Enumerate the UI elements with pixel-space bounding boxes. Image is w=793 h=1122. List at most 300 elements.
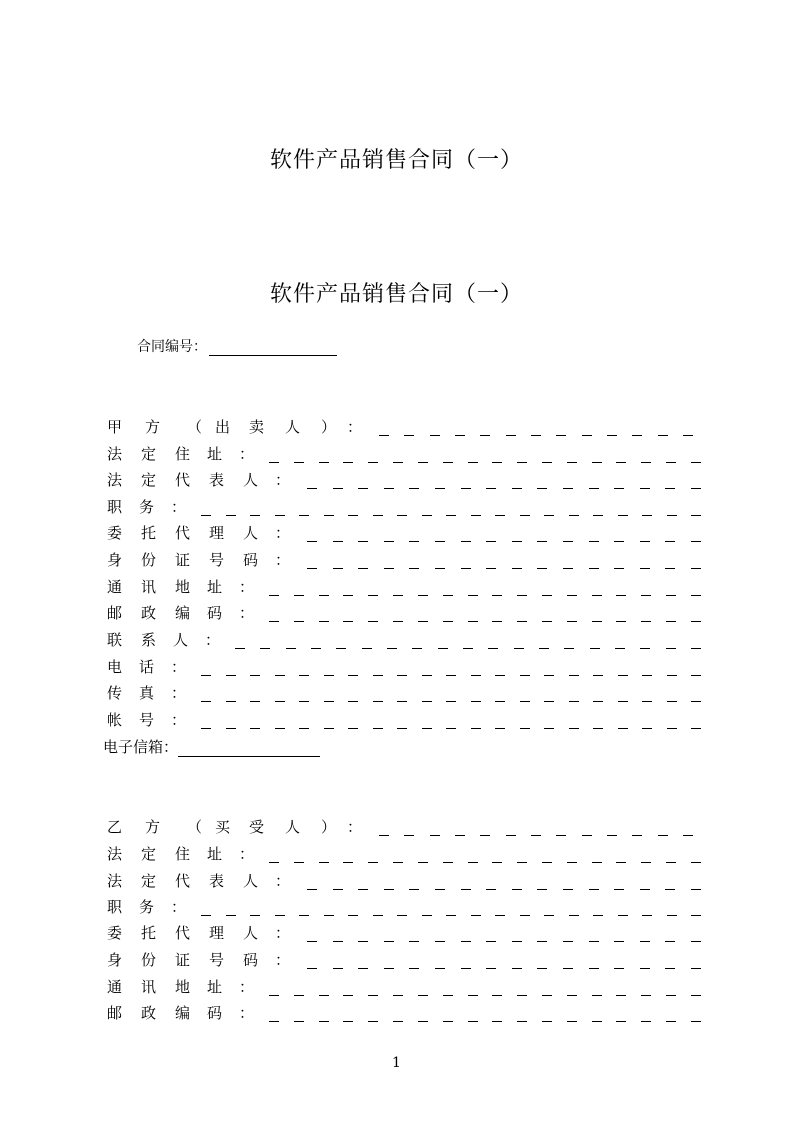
blank-dash (412, 629, 422, 649)
blank-dash (691, 896, 701, 916)
fill-in-blank[interactable] (307, 922, 701, 942)
blank-dash (544, 709, 554, 729)
party-b-legal-address (107, 843, 701, 863)
blank-dash (455, 816, 465, 836)
blank-dash (691, 682, 701, 702)
blank-dash (640, 469, 650, 489)
blank-dash (640, 949, 650, 969)
label-char: ） (321, 418, 337, 436)
label-char: 地 (175, 578, 191, 596)
party-a-position (107, 496, 701, 516)
blank-dash (486, 870, 496, 890)
blank-dash (409, 922, 419, 942)
blank-dash (319, 576, 329, 596)
blank-dash (250, 496, 260, 516)
blank-dash (691, 922, 701, 942)
blank-dash (319, 1002, 329, 1022)
blank-dash (632, 816, 642, 836)
label-char: ： (239, 445, 255, 463)
blank-dash (632, 416, 642, 436)
blank-dash (409, 870, 419, 890)
blank-dash (512, 922, 522, 942)
blank-dash (201, 656, 211, 676)
blank-dash (641, 1002, 651, 1022)
blank-dash (435, 870, 445, 890)
blank-dash (618, 709, 628, 729)
blank-dash (333, 949, 343, 969)
label-char: 定 (141, 471, 157, 489)
label-char: ） (321, 818, 337, 836)
blank-dash (422, 709, 432, 729)
blank-dash (333, 549, 343, 569)
blank-dash (404, 816, 414, 836)
blank-dash (569, 496, 579, 516)
label-char: 定 (141, 872, 157, 890)
blank-dash (384, 469, 394, 489)
blank-dash (201, 496, 211, 516)
label-char: 系 (141, 631, 157, 649)
blank-dash (201, 682, 211, 702)
blank-dash (468, 576, 478, 596)
label-char: 讯 (141, 978, 157, 996)
blank-dash (438, 629, 448, 649)
blank-dash (640, 629, 650, 649)
label-char: 人 (285, 818, 301, 836)
label-char: 话 (139, 658, 155, 676)
blank-dash (589, 922, 599, 942)
blank-dash (563, 469, 573, 489)
blank-dash (486, 922, 496, 942)
label-char: 电 (107, 658, 123, 676)
label-char: 帐 (107, 711, 123, 729)
label-char: 表 (209, 471, 225, 489)
label-char: 人 (243, 471, 259, 489)
fill-in-blank[interactable] (269, 602, 701, 622)
label-char: 址 (207, 445, 223, 463)
blank-dash (250, 709, 260, 729)
blank-dash (299, 709, 309, 729)
blank-dash (582, 816, 592, 836)
party-b-legal-representative (107, 870, 701, 890)
blank-dash (409, 522, 419, 542)
blank-dash (275, 896, 285, 916)
label-char: 人 (243, 924, 259, 942)
blank-dash (269, 843, 279, 863)
fill-in-blank[interactable] (307, 469, 701, 489)
label-char: ： (171, 658, 187, 676)
blank-dash (569, 709, 579, 729)
blank-dash (492, 443, 502, 463)
label-char: 通 (107, 578, 123, 596)
label-char: 方 (145, 418, 161, 436)
blank-dash (618, 496, 628, 516)
blank-dash (324, 496, 334, 516)
fill-in-blank[interactable] (379, 416, 693, 436)
label-char: 号 (209, 951, 225, 969)
blank-dash (393, 976, 403, 996)
blank-dash (589, 469, 599, 489)
blank-dash (544, 896, 554, 916)
label-char: 委 (107, 524, 123, 542)
blank-dash (393, 576, 403, 596)
blank-dash (592, 976, 602, 996)
blank-dash (512, 949, 522, 969)
blank-dash (593, 496, 603, 516)
blank-dash (642, 709, 652, 729)
blank-dash (443, 1002, 453, 1022)
blank-dash (343, 576, 353, 596)
fill-in-blank[interactable] (307, 870, 701, 890)
blank-dash (691, 629, 701, 649)
fill-in-blank[interactable] (307, 949, 701, 969)
blank-dash (461, 522, 471, 542)
blank-dash (336, 629, 346, 649)
blank-dash (691, 496, 701, 516)
blank-dash (520, 496, 530, 516)
blank-dash (495, 896, 505, 916)
label-char: 表 (209, 872, 225, 890)
fill-in-blank[interactable] (201, 656, 701, 676)
label-char: 住 (175, 445, 191, 463)
blank-dash (569, 656, 579, 676)
blank-dash (468, 443, 478, 463)
fill-in-blank[interactable] (201, 682, 701, 702)
fill-in-blank[interactable] (201, 896, 701, 916)
blank-dash (418, 576, 428, 596)
blank-dash (443, 443, 453, 463)
blank-dash (495, 682, 505, 702)
blank-dash (443, 843, 453, 863)
blank-dash (307, 522, 317, 542)
blank-dash (373, 682, 383, 702)
blank-dash (446, 682, 456, 702)
blank-dash (324, 682, 334, 702)
blank-dash (592, 576, 602, 596)
blank-dash (691, 949, 701, 969)
blank-dash (640, 522, 650, 542)
document-heading: 软件产品销售合同（一） (269, 148, 523, 173)
blank-dash (418, 602, 428, 622)
blank-dash (486, 949, 496, 969)
blank-dash (384, 922, 394, 942)
blank-dash (468, 843, 478, 863)
blank-dash (589, 549, 599, 569)
label-char: ： (171, 898, 187, 916)
blank-dash (299, 656, 309, 676)
blank-dash (691, 709, 701, 729)
blank-dash (393, 1002, 403, 1022)
blank-dash (691, 522, 701, 542)
label-char: 身 (107, 551, 123, 569)
blank-dash (691, 469, 701, 489)
label-char: ： (239, 604, 255, 622)
label-char: 代 (175, 872, 191, 890)
label-char: ： (171, 498, 187, 516)
label-char: （ (187, 418, 203, 436)
blank-dash (582, 416, 592, 436)
blank-dash (506, 816, 516, 836)
blank-dash (393, 443, 403, 463)
label-char: ： (171, 684, 187, 702)
fill-in-blank[interactable] (269, 843, 701, 863)
blank-dash (379, 416, 389, 436)
blank-dash (387, 629, 397, 649)
label-char: 地 (175, 978, 191, 996)
blank-dash (422, 682, 432, 702)
label-char: 址 (207, 845, 223, 863)
blank-dash (368, 976, 378, 996)
blank-dash (226, 682, 236, 702)
label-char: 法 (107, 872, 123, 890)
blank-dash (614, 469, 624, 489)
blank-dash (307, 870, 317, 890)
blank-dash (666, 629, 676, 649)
fill-in-blank[interactable] (307, 522, 701, 542)
blank-dash (666, 576, 676, 596)
blank-dash (435, 549, 445, 569)
blank-dash (492, 843, 502, 863)
label-char: 联 (107, 631, 123, 649)
blank-dash (324, 656, 334, 676)
blank-dash (393, 843, 403, 863)
blank-dash (517, 976, 527, 996)
blank-dash (512, 870, 522, 890)
label-char: 务 (139, 898, 155, 916)
blank-dash (430, 416, 440, 436)
blank-dash (666, 602, 676, 622)
label-char: 身 (107, 951, 123, 969)
blank-dash (666, 843, 676, 863)
label-char: 邮 (107, 604, 123, 622)
blank-dash (658, 816, 668, 836)
label-char: 人 (243, 524, 259, 542)
blank-dash (567, 976, 577, 996)
label-char: 乙 (107, 818, 123, 836)
label-char: 政 (141, 604, 157, 622)
blank-dash (537, 870, 547, 890)
blank-dash (607, 816, 617, 836)
blank-dash (495, 496, 505, 516)
fill-in-blank[interactable] (201, 496, 701, 516)
blank-dash (409, 949, 419, 969)
blank-dash (226, 709, 236, 729)
blank-dash (640, 870, 650, 890)
blank-dash (461, 549, 471, 569)
blank-dash (666, 976, 676, 996)
blank-dash (589, 870, 599, 890)
party-a-mailing-address (107, 576, 701, 596)
blank-dash (435, 922, 445, 942)
blank-dash (343, 443, 353, 463)
label-char: ： (275, 551, 291, 569)
blank-dash (368, 443, 378, 463)
label-char: 方 (145, 818, 161, 836)
party-a-postal-code (107, 602, 701, 622)
label-char: ： (275, 951, 291, 969)
label-char: 理 (209, 924, 225, 942)
blank-dash (567, 843, 577, 863)
blank-dash (275, 682, 285, 702)
blank-dash (373, 709, 383, 729)
blank-dash (641, 843, 651, 863)
blank-dash (468, 976, 478, 996)
blank-dash (567, 443, 577, 463)
blank-dash (324, 896, 334, 916)
label-char: 讯 (141, 578, 157, 596)
blank-dash (299, 896, 309, 916)
blank-dash (616, 1002, 626, 1022)
label-char: 理 (209, 524, 225, 542)
blank-dash (618, 682, 628, 702)
label-char: ： (275, 924, 291, 942)
fill-in-blank[interactable] (201, 709, 701, 729)
blank-dash (422, 896, 432, 916)
blank-dash (307, 922, 317, 942)
blank-dash (691, 602, 701, 622)
email-label: 电子信箱： (103, 738, 179, 756)
label-char: 代 (175, 924, 191, 942)
blank-dash (397, 656, 407, 676)
blank-dash (358, 522, 368, 542)
blank-dash (569, 896, 579, 916)
label-char: 邮 (107, 1004, 123, 1022)
party-a-header (107, 416, 693, 436)
blank-dash (592, 443, 602, 463)
label-char: 份 (141, 551, 157, 569)
fill-in-blank[interactable] (269, 576, 701, 596)
blank-dash (480, 816, 490, 836)
label-char: ： (205, 631, 221, 649)
blank-dash (592, 1002, 602, 1022)
blank-dash (531, 416, 541, 436)
blank-dash (201, 709, 211, 729)
label-char: ： (239, 845, 255, 863)
label-char: 出 (215, 418, 231, 436)
blank-dash (358, 922, 368, 942)
blank-dash (294, 1002, 304, 1022)
party-b-mailing-address (107, 976, 701, 996)
blank-dash (691, 870, 701, 890)
label-char: 法 (107, 471, 123, 489)
fill-in-blank[interactable] (379, 816, 693, 836)
blank-dash (665, 870, 675, 890)
blank-dash (455, 416, 465, 436)
blank-dash (384, 949, 394, 969)
label-char: ： (239, 978, 255, 996)
blank-dash (537, 549, 547, 569)
email-blank[interactable] (178, 740, 320, 757)
blank-dash (468, 602, 478, 622)
label-char: 码 (207, 604, 223, 622)
blank-dash (443, 602, 453, 622)
label-char: 定 (141, 445, 157, 463)
blank-dash (319, 843, 329, 863)
blank-dash (691, 1002, 701, 1022)
blank-dash (294, 443, 304, 463)
blank-dash (542, 443, 552, 463)
label-char: 码 (207, 1004, 223, 1022)
blank-dash (544, 682, 554, 702)
blank-dash (691, 443, 701, 463)
label-char: （ (187, 818, 203, 836)
blank-dash (461, 949, 471, 969)
label-char: 法 (107, 445, 123, 463)
label-char: 务 (139, 498, 155, 516)
blank-dash (488, 629, 498, 649)
label-char: 传 (107, 684, 123, 702)
fill-in-blank[interactable] (269, 976, 701, 996)
fill-in-blank[interactable] (235, 629, 701, 649)
label-char: 卖 (249, 418, 265, 436)
blank-dash (319, 976, 329, 996)
blank-dash (397, 896, 407, 916)
blank-dash (422, 496, 432, 516)
fill-in-blank[interactable] (269, 443, 701, 463)
blank-dash (520, 682, 530, 702)
blank-dash (250, 682, 260, 702)
party-b-position (107, 896, 701, 916)
blank-dash (333, 469, 343, 489)
contract-number-blank[interactable] (209, 340, 337, 356)
label-char: 人 (173, 631, 189, 649)
blank-dash (616, 443, 626, 463)
blank-dash (589, 949, 599, 969)
blank-dash (642, 682, 652, 702)
blank-dash (666, 443, 676, 463)
blank-dash (564, 629, 574, 649)
blank-dash (358, 469, 368, 489)
blank-dash (319, 443, 329, 463)
blank-dash (563, 949, 573, 969)
party-b-postal-code (107, 1002, 701, 1022)
blank-dash (468, 1002, 478, 1022)
blank-dash (589, 522, 599, 542)
blank-dash (379, 816, 389, 836)
blank-dash (269, 1002, 279, 1022)
blank-dash (471, 709, 481, 729)
label-char: 人 (285, 418, 301, 436)
label-char: 委 (107, 924, 123, 942)
party-b-header (107, 816, 693, 836)
blank-dash (542, 602, 552, 622)
blank-dash (348, 682, 358, 702)
blank-dash (226, 656, 236, 676)
blank-dash (307, 469, 317, 489)
blank-dash (435, 469, 445, 489)
fill-in-blank[interactable] (307, 549, 701, 569)
party-a-account (107, 709, 701, 729)
party-a-agent (107, 522, 701, 542)
fill-in-blank[interactable] (269, 1002, 701, 1022)
blank-dash (368, 843, 378, 863)
label-char: 码 (243, 551, 259, 569)
blank-dash (512, 522, 522, 542)
blank-dash (616, 976, 626, 996)
blank-dash (495, 709, 505, 729)
blank-dash (269, 976, 279, 996)
blank-dash (471, 682, 481, 702)
label-char: 编 (175, 1004, 191, 1022)
blank-dash (492, 576, 502, 596)
blank-dash (517, 843, 527, 863)
blank-dash (593, 682, 603, 702)
blank-dash (665, 922, 675, 942)
blank-dash (614, 522, 624, 542)
blank-dash (563, 549, 573, 569)
label-char: ： (171, 711, 187, 729)
blank-dash (667, 896, 677, 916)
blank-dash (590, 629, 600, 649)
